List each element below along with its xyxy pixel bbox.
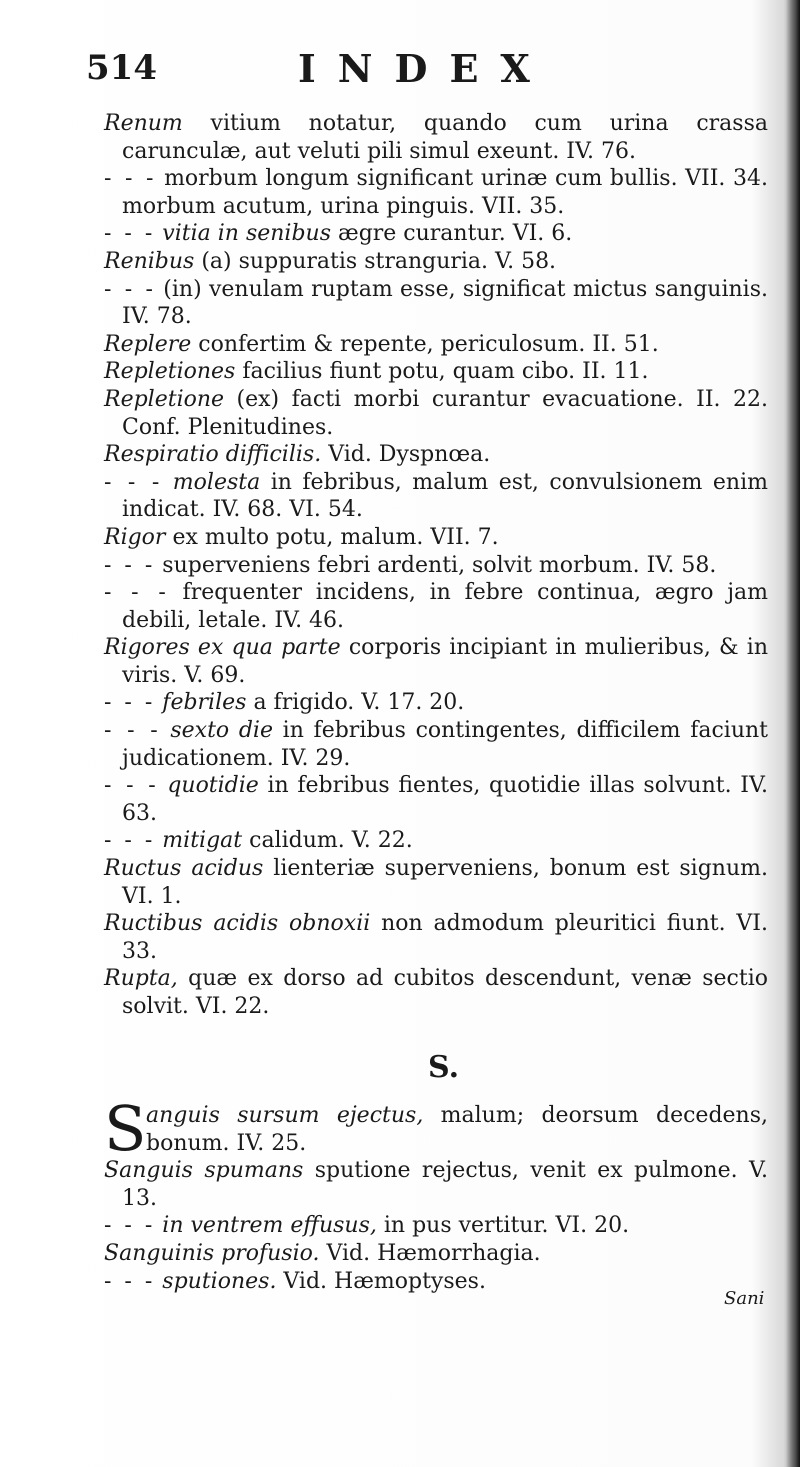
entry-text: (a) suppuratis stranguria. V. 58. <box>194 248 557 274</box>
index-entry <box>104 772 768 827</box>
entry-head: sexto die <box>170 718 273 744</box>
entry-text: (ex) facti morbi curantur evacuatione. II. 22. Conf. Plenitudines. <box>122 386 768 440</box>
entry-head: in ventrem effusus, <box>162 1213 377 1239</box>
entry-text: a frigido. V. 17. 20. <box>246 690 465 716</box>
entry-text: ex multo potu, malum. VII. 7. <box>165 524 499 550</box>
entry-head: molesta <box>172 469 261 495</box>
entry-text: sputione rejectus, venit ex pulmone. V. 13. <box>122 1158 769 1211</box>
entry-text: lienteriæ superveniens, bonum est signum. VI. 1. <box>122 856 768 909</box>
entry-head: vitia in senibus <box>162 221 332 247</box>
entry-dash-lead: - - - <box>104 1213 156 1239</box>
entry-text: ægre curantur. VI. 6. <box>331 221 573 247</box>
page-number: 514 <box>86 48 157 88</box>
index-entries-r <box>104 110 768 1021</box>
index-entry <box>104 248 768 276</box>
index-entry <box>104 441 768 469</box>
index-entry <box>104 386 768 441</box>
index-entry <box>104 165 768 220</box>
entry-dash-lead: - - - <box>104 552 156 578</box>
entry-text: frequenter incidens, in febre continua, ægro jam debili, letale. IV. 46. <box>122 580 768 633</box>
entry-head: anguis sursum ejectus, <box>146 1103 424 1128</box>
index-entry <box>104 579 768 634</box>
entry-text: in febribus, malum est, convulsionem enim indicat. IV. 68. VI. 54. <box>122 469 768 523</box>
entry-text: Vid. Hæmorrhagia. <box>319 1240 541 1266</box>
index-entry <box>104 689 768 717</box>
entry-dash-lead: - - - <box>104 718 161 744</box>
index-entry <box>104 331 768 359</box>
entry-head: Renum <box>104 111 183 136</box>
index-entry <box>104 1092 768 1165</box>
entry-dash-lead: - - - <box>104 828 156 854</box>
index-entry <box>104 1268 768 1296</box>
entry-text: morbum longum significant urinæ cum bullis. VII. 34. morbum acutum, urina pinguis. VII. 35. <box>122 166 768 219</box>
entry-text: non admodum pleuritici fiunt. VI. 33. <box>122 911 768 964</box>
entry-text: Vid. Hæmoptyses. <box>276 1268 486 1294</box>
index-entry <box>104 1240 768 1268</box>
drop-cap: S <box>104 1092 147 1165</box>
entry-dash-lead: - - - <box>104 276 156 302</box>
entry-text: calidum. V. 22. <box>242 828 413 854</box>
entry-head: febriles <box>162 690 247 716</box>
entry-text: corporis incipiant in mulieribus, & in viris. V. 69. <box>122 635 768 688</box>
index-entry <box>104 552 768 580</box>
entry-head: mitigat <box>162 828 243 854</box>
index-entry <box>104 855 768 910</box>
entry-dash-lead: - - - <box>104 773 159 799</box>
entry-head: Rupta, <box>104 966 178 992</box>
index-entry <box>104 358 768 386</box>
index-entry <box>104 827 768 855</box>
index-entry <box>104 524 768 552</box>
entry-dash-lead: - - - <box>104 1268 156 1294</box>
entry-dash-lead: - - - <box>104 580 169 606</box>
entry-text: superveniens febri ardenti, solvit morbum. IV. 58. <box>162 552 717 578</box>
entry-head: Respiratio difficilis. <box>104 442 322 468</box>
entry-head: sputiones. <box>162 1268 277 1294</box>
entry-text: Vid. Dyspnœa. <box>321 442 491 468</box>
entry-text: in febribus contingentes, difficilem faciunt judicationem. IV. 29. <box>122 718 768 771</box>
index-entry <box>104 965 768 1020</box>
entry-head: Sanguis spumans <box>104 1158 304 1184</box>
index-entry <box>104 910 768 965</box>
index-entry <box>104 469 768 524</box>
entry-head: Repletiones <box>104 359 236 385</box>
entry-dash-lead: - - - <box>104 166 157 192</box>
catchword: Sani <box>724 1288 765 1309</box>
entry-dash-lead: - - - <box>104 690 156 716</box>
entry-head: Replere <box>104 331 192 357</box>
index-entry <box>104 276 768 331</box>
page-edge-shadow <box>786 0 800 1467</box>
entry-head: Sanguinis profusio. <box>104 1240 320 1266</box>
entry-dash-lead: - - - <box>104 221 156 247</box>
entry-head: Repletione <box>104 386 225 412</box>
entry-text: vitium notatur, quando cum urina crassa carunculæ, aut veluti pili simul exeunt. IV. 76. <box>122 111 768 164</box>
index-entry <box>104 110 768 165</box>
entry-text: confertim & repente, periculosum. II. 51. <box>191 331 659 357</box>
running-title: INDEX <box>298 46 552 91</box>
entry-head: Renibus <box>104 248 195 274</box>
entry-head: Ructus acidus <box>104 856 264 882</box>
entry-text: facilius fiunt potu, quam cibo. II. 11. <box>235 359 649 385</box>
entry-text: in pus vertitur. VI. 20. <box>376 1213 630 1239</box>
entry-head: quotidie <box>167 773 259 799</box>
index-entries-s <box>104 1092 769 1295</box>
index-entry <box>104 1157 768 1212</box>
entry-text: (in) venulam ruptam esse, significat mictus sanguinis. IV. 78. <box>122 276 769 330</box>
index-entry <box>104 220 768 248</box>
entry-head: Rigores ex qua parte <box>104 635 341 661</box>
index-entry <box>104 1212 768 1240</box>
entry-text: malum; deorsum decedens, bonum. IV. 25. <box>146 1103 768 1156</box>
section-letter: S. <box>428 1050 460 1085</box>
entry-text: quæ ex dorso ad cubitos descendunt, venæ sectio solvit. VI. 22. <box>122 966 768 1019</box>
page-header <box>86 48 726 98</box>
index-entry <box>104 717 768 772</box>
entry-head: Rigor <box>104 524 166 550</box>
entry-head: Ructibus acidis obnoxii <box>104 911 371 937</box>
entry-dash-lead: - - - <box>104 469 163 495</box>
index-entry <box>104 634 768 689</box>
entry-text: in febribus fientes, quotidie illas solvunt. IV. 63. <box>122 773 768 826</box>
